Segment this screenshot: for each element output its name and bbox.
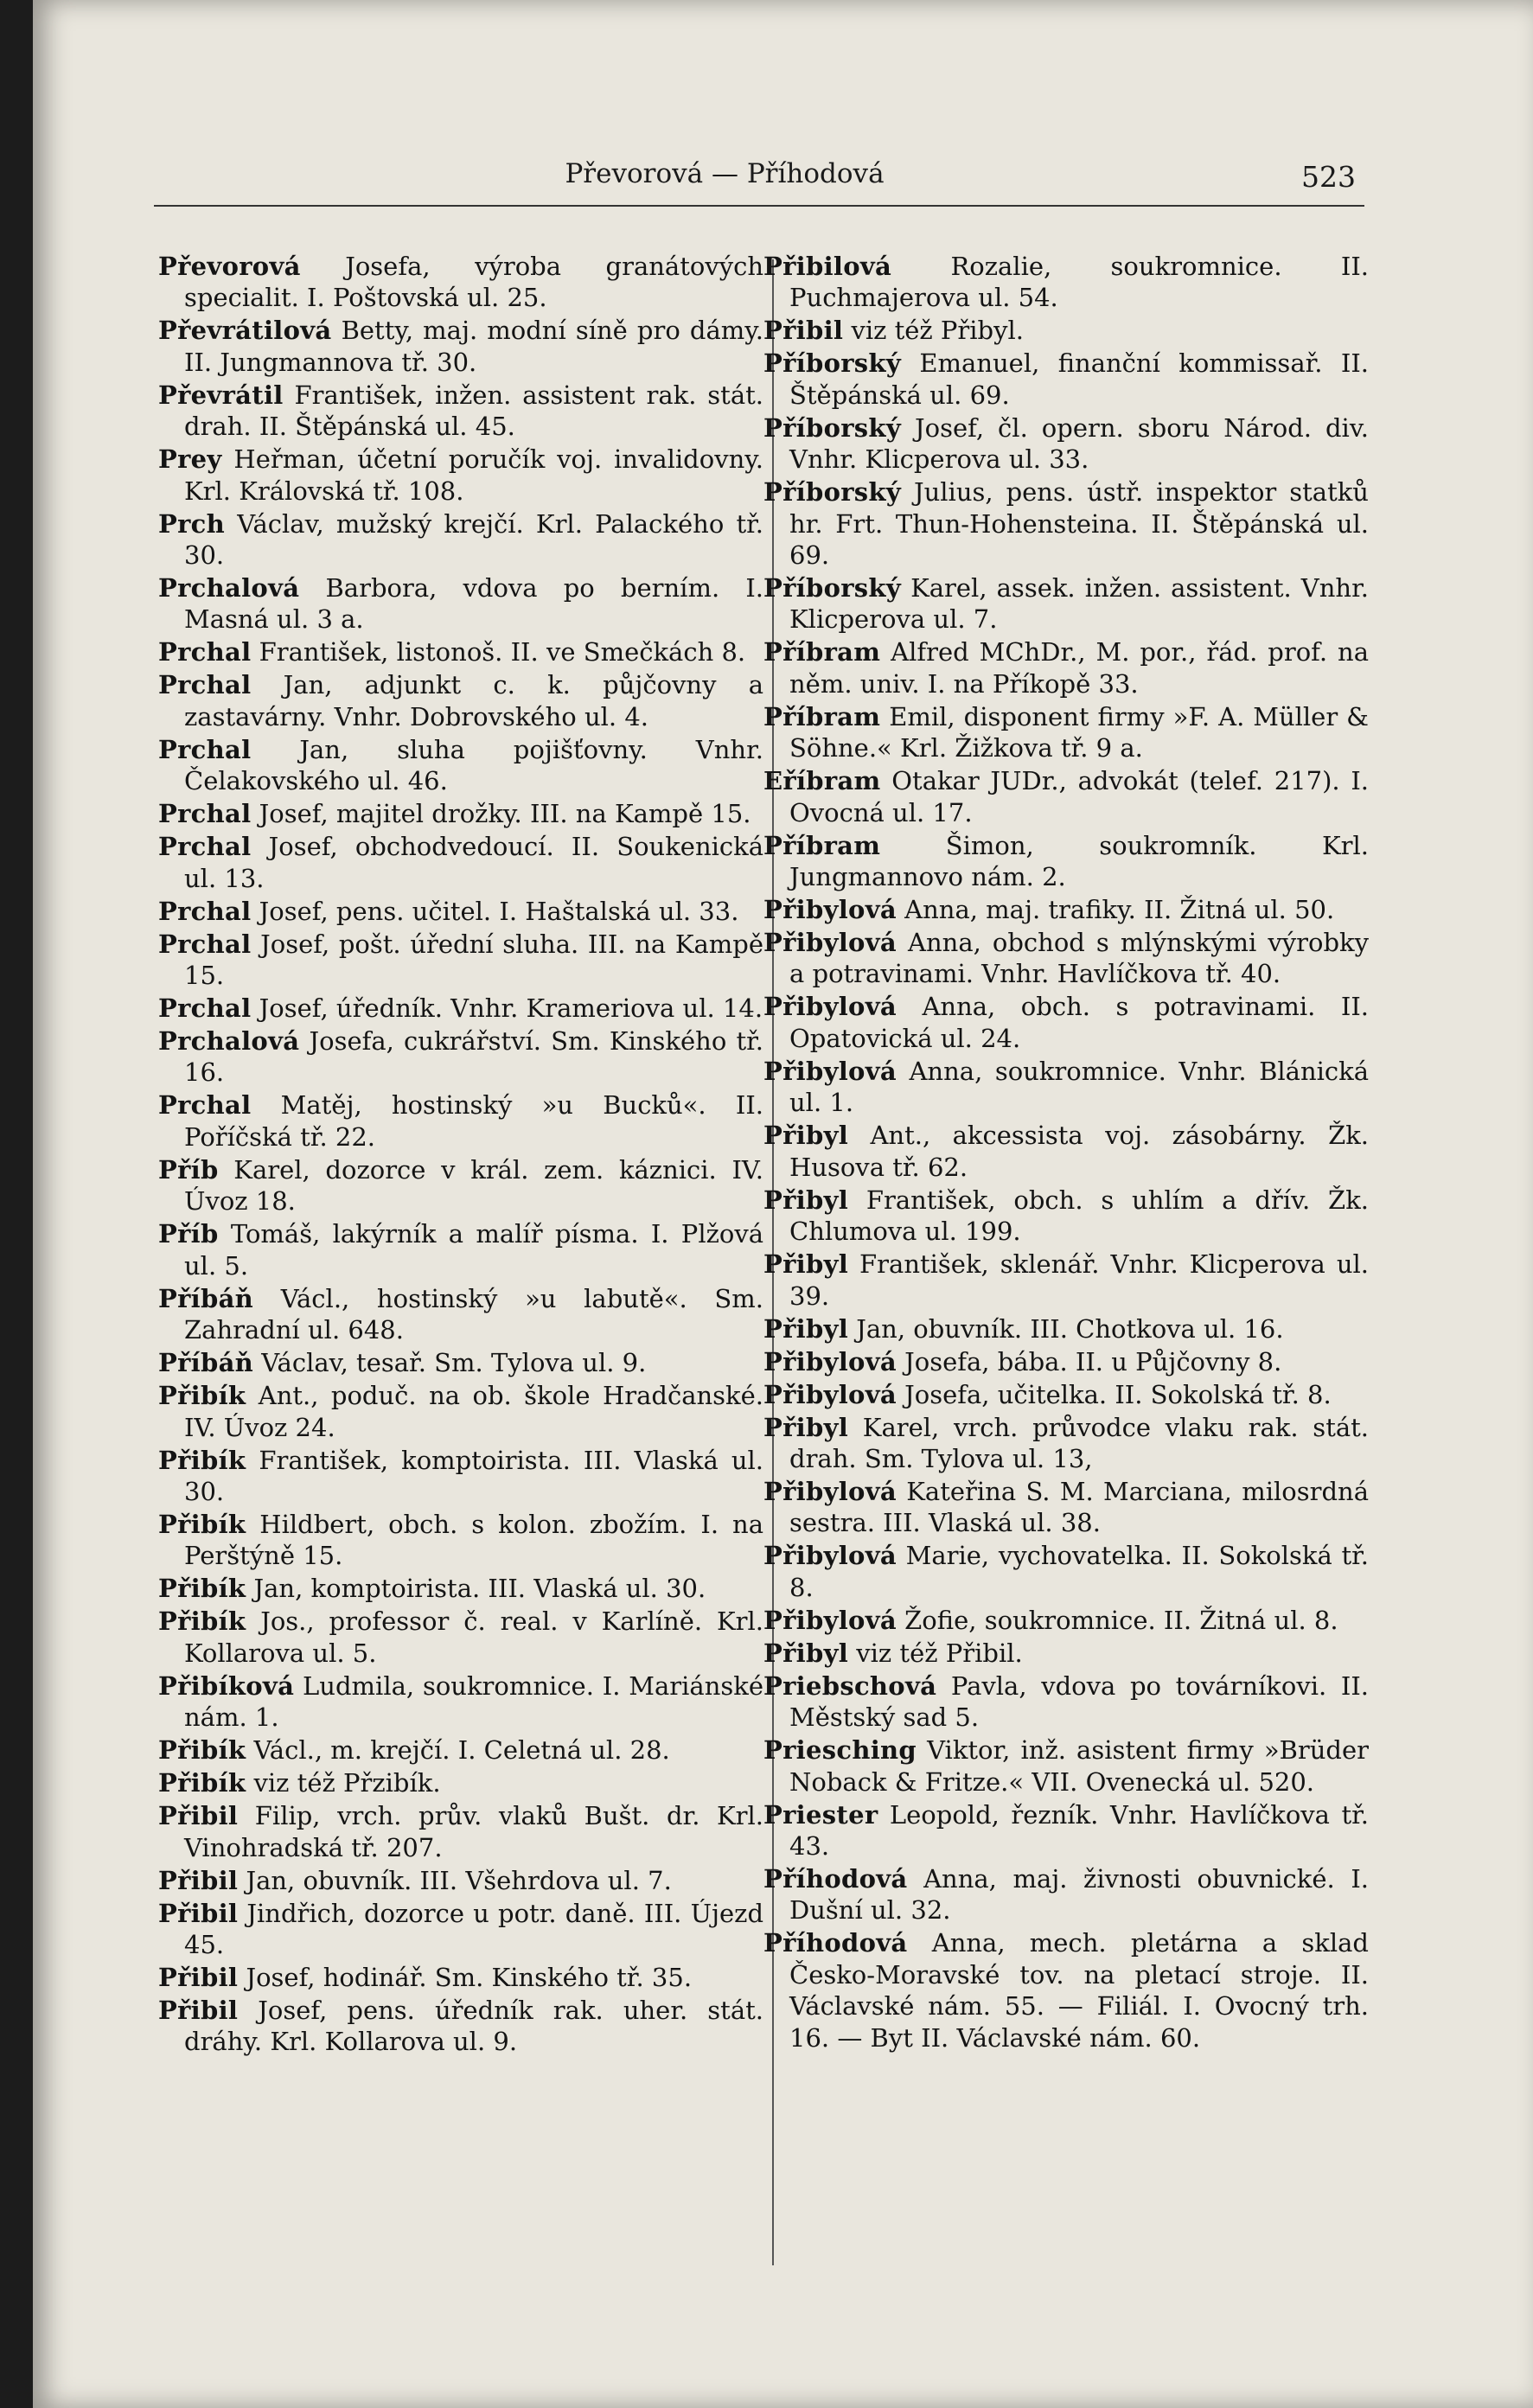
entry-surname: Přibilová: [763, 252, 892, 281]
entry-surname: Prchal: [158, 799, 252, 829]
entry-details: Josef, úředník. Vnhr. Krameriova ul. 14.: [259, 993, 763, 1024]
entry-details: viz též Přzibík.: [253, 1768, 441, 1798]
entry-surname: Přibylová: [763, 895, 897, 925]
entry-surname: Příb: [158, 1154, 219, 1185]
directory-entry: [158, 669, 763, 732]
entry-surname: Eříbram: [763, 766, 881, 796]
entry-details: Karel, dozorce v král. zem. káznici. IV. Úvoz 18.: [184, 1154, 763, 1217]
directory-entry: [763, 1313, 1369, 1345]
directory-entry: [763, 1863, 1369, 1926]
entry-surname: Přibylová: [763, 992, 897, 1022]
entry-details: Josef, hodinář. Sm. Kinského tř. 35.: [246, 1962, 693, 1992]
entry-surname: Příb: [158, 1219, 219, 1249]
entry-surname: Prey: [158, 444, 222, 475]
entry-details: Otakar JUDr., advokát (telef. 217). I. Ovocná ul. 17.: [789, 766, 1369, 827]
entry-details: Anna, obch. s potravinami. II. Opatovická ul. 24.: [789, 992, 1369, 1053]
entry-details: Václav, tesař. Sm. Tylova ul. 9.: [261, 1348, 647, 1378]
directory-entry: [158, 1767, 763, 1798]
directory-entry: [763, 1638, 1369, 1669]
header-rule: [154, 205, 1364, 207]
directory-entry: [158, 1670, 763, 1734]
entry-surname: Prch: [158, 508, 226, 539]
entry-details: Viktor, inž. asistent firmy »Brüder Noback & Fritze.« VII. Ovenecká ul. 520.: [789, 1735, 1370, 1797]
entry-details: Tomáš, lakýrník a malíř písma. I. Plžová ul. 5.: [184, 1219, 763, 1281]
directory-entry: [763, 412, 1369, 476]
entry-details: Josefa, učitelka. II. Sokolská tř. 8.: [904, 1379, 1332, 1409]
entry-surname: Přibylová: [763, 1476, 897, 1506]
entry-surname: Přibil: [158, 1865, 239, 1895]
entry-surname: Přibík: [158, 1735, 246, 1766]
entry-details: Hildbert, obch. s kolon. zbožím. I. na Perštýně 15.: [184, 1509, 764, 1571]
entry-details: Anna, mech. pletárna a sklad Česko-Moravské tov. na pletací stroje. II. Václavské nám. 55. — Filiál. I. Ovocný trh. 16. — Byt II. Václavské nám. 60.: [789, 1928, 1369, 2053]
entry-surname: Přibík: [158, 1768, 246, 1798]
directory-entry: [158, 1445, 763, 1508]
entry-details: Anna, maj. živnosti obuvnické. I. Dušní ul. 32.: [789, 1863, 1370, 1926]
directory-entry: [763, 830, 1369, 893]
entry-surname: Příborský: [763, 573, 901, 604]
entry-surname: Příborský: [763, 348, 901, 379]
directory-entry: [763, 1120, 1369, 1183]
directory-entry: [763, 1799, 1369, 1862]
entry-surname: Přibíková: [158, 1670, 295, 1701]
entry-surname: Přibík: [158, 1574, 246, 1604]
entry-details: Leopold, řezník. Vnhr. Havlíčkova tř. 43.: [789, 1799, 1369, 1861]
directory-entry: [763, 1670, 1369, 1734]
entry-surname: Prchal: [158, 896, 252, 926]
right-column: [763, 251, 1369, 2055]
entry-surname: Prchalová: [158, 573, 300, 604]
entry-surname: Přibylová: [763, 1379, 897, 1409]
entry-details: Emil, disponent firmy »F. A. Müller & Söhne.« Krl. Žižkova tř. 9 a.: [789, 701, 1369, 763]
directory-page: [33, 0, 1533, 2408]
entry-surname: Přibyl: [763, 1249, 849, 1280]
directory-entry: [158, 572, 763, 636]
entry-details: Josef, pošt. úřední sluha. III. na Kampě 15.: [184, 929, 764, 991]
entry-details: Jan, obuvník. III. Všehrdova ul. 7.: [246, 1865, 672, 1895]
entry-details: Anna, soukromnice. Vnhr. Blánická ul. 1.: [789, 1056, 1370, 1118]
entry-surname: Prchal: [158, 929, 252, 959]
entry-surname: Příhodová: [763, 1863, 908, 1894]
entry-details: František, sklenář. Vnhr. Klicperova ul. 39.: [789, 1249, 1370, 1311]
entry-details: Václav, mužský krejčí. Krl. Palackého tř. 30.: [184, 508, 764, 571]
entry-details: Josef, majitel drožky. III. na Kampě 15.: [259, 799, 751, 829]
directory-entry: [763, 251, 1369, 314]
directory-entry: [763, 572, 1369, 636]
entry-details: Jan, sluha pojišťovny. Vnhr. Čelakovského ul. 46.: [184, 734, 764, 796]
directory-entry: [158, 798, 763, 829]
entry-details: František, obch. s uhlím a dřív. Žk. Chlumova ul. 199.: [789, 1185, 1369, 1247]
directory-entry: [763, 1249, 1369, 1312]
directory-entry: [158, 315, 763, 378]
entry-details: viz též Přibyl.: [851, 316, 1024, 346]
entry-surname: Prchalová: [158, 1026, 300, 1057]
entry-details: František, inžen. assistent rak. stát. drah. II. Štěpánská ul. 45.: [184, 380, 763, 442]
directory-entry: [763, 1605, 1369, 1636]
directory-entry: [158, 1089, 763, 1153]
page-number: 523: [1301, 160, 1356, 194]
directory-entry: [158, 896, 763, 927]
directory-entry: [158, 1898, 763, 1961]
entry-surname: Přibyl: [763, 1638, 849, 1668]
directory-entry: [763, 1056, 1369, 1119]
entry-surname: Převrátilová: [158, 316, 332, 346]
directory-entry: [158, 734, 763, 797]
entry-surname: Příbram: [763, 701, 881, 731]
directory-entry: [763, 1927, 1369, 2054]
entry-details: Václ., m. krejčí. I. Celetná ul. 28.: [253, 1735, 670, 1766]
entry-surname: Převrátil: [158, 380, 284, 410]
entry-details: Emanuel, finanční kommissař. II. Štěpánská ul. 69.: [789, 348, 1370, 410]
directory-entry: [763, 348, 1369, 411]
entry-details: Josefa, cukrářství. Sm. Kinského tř. 16.: [184, 1026, 764, 1088]
entry-surname: Příbram: [763, 637, 881, 667]
entry-details: Marie, vychovatelka. II. Sokolská tř. 8.: [789, 1541, 1369, 1602]
entry-details: Ant., poduč. na ob. škole Hradčanské. IV. Úvoz 24.: [184, 1381, 764, 1442]
entry-details: Barbora, vdova po berním. I. Masná ul. 3 a.: [184, 573, 763, 635]
directory-entry: [763, 894, 1369, 925]
entry-surname: Prchal: [158, 670, 252, 700]
directory-entry: [763, 991, 1369, 1054]
directory-entry: [158, 1347, 763, 1378]
directory-entry: [158, 1380, 763, 1443]
directory-entry: [158, 1283, 763, 1346]
directory-entry: [763, 701, 1369, 764]
entry-details: Ant., akcessista voj. zásobárny. Žk. Husova tř. 62.: [789, 1121, 1370, 1182]
entry-details: Julius, pens. ústř. inspektor statků hr. Frt. Thun-Hohensteina. II. Štěpánská ul. 69.: [789, 477, 1369, 571]
entry-details: Karel, assek. inžen. assistent. Vnhr. Klicperova ul. 7.: [789, 573, 1369, 635]
entry-surname: Příbáň: [158, 1283, 254, 1313]
directory-entry: [158, 1218, 763, 1281]
entry-surname: Příbram: [763, 830, 881, 860]
directory-entry: [158, 1025, 763, 1089]
entry-details: Šimon, soukromník. Krl. Jungmannovo nám. 2.: [789, 830, 1369, 892]
entry-details: Josefa, výroba granátových specialit. I. Poštovská ul. 25.: [184, 252, 763, 313]
directory-entry: [158, 1606, 763, 1669]
entry-details: viz též Přibil.: [856, 1638, 1023, 1668]
entry-surname: Přibylová: [763, 1346, 897, 1376]
entry-surname: Přibyl: [763, 1185, 849, 1215]
entry-details: Žofie, soukromnice. II. Žitná ul. 8.: [904, 1605, 1338, 1635]
directory-entry: [763, 1476, 1369, 1539]
entry-surname: Příborský: [763, 477, 901, 508]
directory-entry: [158, 636, 763, 667]
entry-details: Josefa, bába. II. u Půjčovny 8.: [904, 1346, 1282, 1376]
entry-details: František, komptoirista. III. Vlaská ul. 30.: [184, 1445, 763, 1506]
entry-surname: Prchal: [158, 637, 252, 667]
entry-details: Anna, maj. trafiky. II. Žitná ul. 50.: [904, 895, 1335, 925]
directory-entry: [158, 380, 763, 443]
entry-surname: Prchal: [158, 993, 252, 1024]
directory-entry: [158, 1995, 763, 2058]
entry-surname: Prchal: [158, 734, 252, 764]
entry-surname: Příbáň: [158, 1348, 254, 1378]
entry-surname: Přibil: [763, 316, 844, 346]
entry-details: Josef, pens. učitel. I. Haštalská ul. 33.: [259, 896, 739, 926]
directory-entry: [763, 1412, 1369, 1475]
entry-surname: Převorová: [158, 252, 301, 281]
entry-surname: Přibylová: [763, 928, 897, 958]
entry-details: Betty, maj. modní síně pro dámy. II. Jungmannova tř. 30.: [184, 316, 763, 377]
entry-surname: Priebschová: [763, 1670, 937, 1701]
entry-details: Jan, adjunkt c. k. půjčovny a zastavárny. Vnhr. Dobrovského ul. 4.: [184, 670, 763, 731]
entry-details: Jos., professor č. real. v Karlíně. Krl. Kollarova ul. 5.: [184, 1606, 763, 1668]
entry-surname: Přibil: [158, 1995, 239, 2025]
directory-entry: [158, 251, 763, 314]
entry-details: Heřman, účetní poručík voj. invalidovny. Krl. Královská tř. 108.: [184, 444, 764, 506]
entry-details: Václ., hostinský »u labutě«. Sm. Zahradní ul. 648.: [184, 1283, 763, 1345]
directory-entry: [763, 1734, 1369, 1798]
directory-entry: [158, 831, 763, 894]
directory-entry: [158, 993, 763, 1024]
entry-surname: Přibylová: [763, 1541, 897, 1571]
entry-details: František, listonoš. II. ve Smečkách 8.: [259, 637, 746, 667]
directory-entry: [763, 1185, 1369, 1248]
directory-entry: [158, 1573, 763, 1604]
directory-entry: [763, 765, 1369, 828]
running-header: [33, 151, 1533, 203]
entry-details: Jindřich, dozorce u potr. daně. III. Újezd 45.: [184, 1898, 764, 1959]
directory-entry: [158, 508, 763, 572]
running-title: Převorová — Příhodová: [565, 158, 885, 189]
directory-entry: [763, 315, 1369, 346]
entry-surname: Prchal: [158, 832, 252, 862]
entry-surname: Přibylová: [763, 1056, 897, 1086]
entry-details: Matěj, hostinský »u Bucků«. II. Poříčská tř. 22.: [184, 1090, 763, 1152]
entry-surname: Přibyl: [763, 1121, 849, 1151]
entry-details: Karel, vrch. průvodce vlaku rak. stát. drah. Sm. Tylova ul. 13,: [789, 1412, 1370, 1473]
entry-details: Anna, obchod s mlýnskými výrobky a potravinami. Vnhr. Havlíčkova tř. 40.: [789, 928, 1369, 989]
left-column: [158, 251, 763, 2059]
entry-details: Ludmila, soukromnice. I. Mariánské nám. 1.: [184, 1670, 764, 1733]
entry-surname: Přibylová: [763, 1605, 897, 1635]
entry-surname: Příhodová: [763, 1928, 908, 1958]
directory-entry: [763, 476, 1369, 571]
directory-entry: [158, 1154, 763, 1217]
entry-details: Jan, obuvník. III. Chotkova ul. 16.: [856, 1313, 1284, 1344]
directory-entry: [763, 927, 1369, 990]
entry-details: Pavla, vdova po továrníkovi. II. Městský sad 5.: [789, 1670, 1370, 1733]
directory-entry: [158, 1800, 763, 1863]
entry-details: Josef, čl. opern. sboru Národ. div. Vnhr. Klicperova ul. 33.: [789, 412, 1369, 475]
entry-surname: Přibík: [158, 1381, 246, 1411]
directory-entry: [763, 1379, 1369, 1410]
directory-entry: [158, 1962, 763, 1993]
entry-details: Josef, pens. úředník rak. uher. stát. dráhy. Krl. Kollarova ul. 9.: [184, 1995, 763, 2057]
entry-surname: Přibyl: [763, 1412, 849, 1442]
entry-surname: Přibík: [158, 1445, 246, 1475]
directory-entry: [158, 929, 763, 992]
entry-surname: Přibil: [158, 1898, 239, 1928]
entry-details: Alfred MChDr., M. por., řád. prof. na něm. univ. I. na Příkopě 33.: [789, 637, 1369, 699]
directory-entry: [763, 636, 1369, 699]
directory-entry: [158, 1734, 763, 1766]
entry-surname: Priesching: [763, 1735, 917, 1766]
entry-details: Jan, komptoirista. III. Vlaská ul. 30.: [253, 1574, 706, 1604]
entry-surname: Priester: [763, 1799, 878, 1830]
entry-surname: Přibík: [158, 1606, 246, 1637]
entry-surname: Přibyl: [763, 1313, 849, 1344]
entry-details: Josef, obchodvedoucí. II. Soukenická ul. 13.: [184, 832, 764, 893]
entry-details: Rozalie, soukromnice. II. Puchmajerova ul. 54.: [789, 252, 1369, 313]
entry-surname: Přibík: [158, 1509, 246, 1539]
directory-entry: [158, 1509, 763, 1572]
directory-entry: [763, 1346, 1369, 1377]
entry-details: Filip, vrch. prův. vlaků Bušt. dr. Krl. Vinohradská tř. 207.: [184, 1801, 764, 1862]
directory-entry: [158, 444, 763, 507]
entry-surname: Přibil: [158, 1801, 239, 1831]
entry-surname: Příborský: [763, 412, 901, 443]
directory-entry: [763, 1540, 1369, 1603]
entry-surname: Přibil: [158, 1962, 239, 1992]
directory-entry: [158, 1865, 763, 1896]
entry-surname: Prchal: [158, 1090, 252, 1121]
entry-details: Kateřina S. M. Marciana, milosrdná sestra. III. Vlaská ul. 38.: [789, 1476, 1369, 1538]
